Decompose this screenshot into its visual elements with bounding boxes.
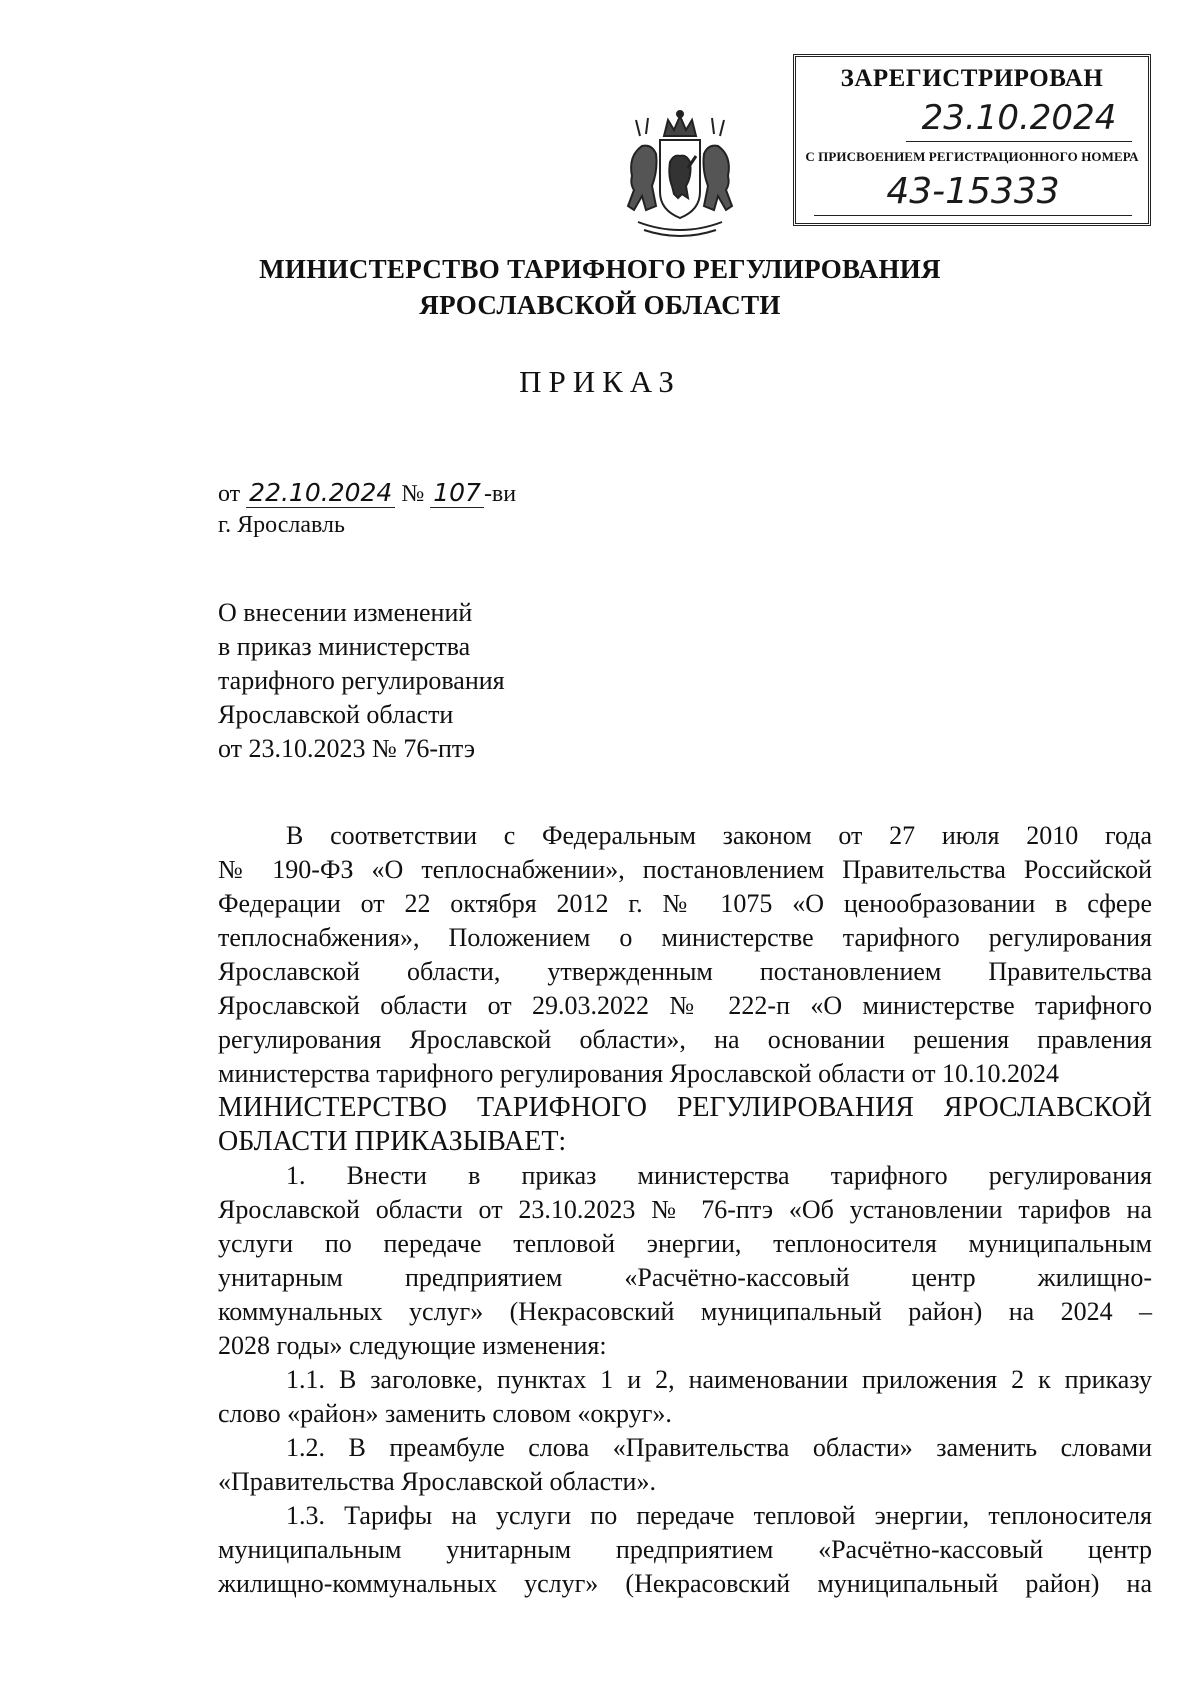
coat-of-arms-icon <box>618 106 742 242</box>
subject-line: О внесении изменений <box>218 598 473 627</box>
stamp-subtitle: С ПРИСВОЕНИЕМ РЕГИСТРАЦИОННОГО НОМЕРА <box>805 149 1139 164</box>
subject-line: от 23.10.2023 № 76-птэ <box>218 734 476 763</box>
body-line: министерства тарифного регулирования Ярославской области от 10.10.2024 <box>218 1059 1060 1088</box>
from-label: от <box>218 481 241 507</box>
body-line: В соответствии с Федеральным законом от 27 июля 2010 года <box>286 821 1152 850</box>
body-line: Ярославской области от 23.10.2023 № 76-птэ «Об установлении тарифов на <box>218 1195 1152 1224</box>
body-line: 1. Внести в приказ министерства тарифного регулирования <box>286 1161 1152 1190</box>
subject-line: в приказ министерства <box>218 632 471 661</box>
body-line: Ярославской области от 29.03.2022 № 222-п «О министерстве тарифного <box>218 991 1152 1020</box>
stamp-registration-number: 43-15333 <box>814 169 1132 216</box>
body-line: муниципальным унитарным предприятием «Расчётно-кассовый центр <box>218 1535 1152 1564</box>
body-line: Федерации от 22 октября 2012 г. № 1075 «О ценообразовании в сфере <box>218 889 1152 918</box>
body-line: № 190-ФЗ «О теплоснабжении», постановлением Правительства Российской <box>218 855 1152 884</box>
subject-line: тарифного регулирования <box>218 666 505 695</box>
body-line: 1.3. Тарифы на услуги по передаче тепловой энергии, теплоносителя <box>286 1501 1152 1530</box>
body-line: регулирования Ярославской области», на основании решения правления <box>218 1025 1152 1054</box>
ministry-title-line1: МИНИСТЕРСТВО ТАРИФНОГО РЕГУЛИРОВАНИЯ <box>259 254 941 284</box>
body-line: Ярославской области, утвержденным постановлением Правительства <box>218 957 1152 986</box>
order-number: 107 <box>430 478 484 508</box>
body-line: «Правительства Ярославской области». <box>218 1467 656 1496</box>
body-line: услуги по передаче тепловой энергии, теплоносителя муниципальным <box>218 1229 1152 1258</box>
body-line: 1.2. В преамбуле слова «Правительства области» заменить словами <box>286 1433 1152 1462</box>
body-line: ОБЛАСТИ ПРИКАЗЫВАЕТ: <box>218 1126 567 1157</box>
body-line: 2028 годы» следующие изменения: <box>218 1331 607 1360</box>
document-type: ПРИКАЗ <box>519 364 681 399</box>
body-line: жилищно-коммунальных услуг» (Некрасовский муниципальный район) на <box>218 1569 1152 1598</box>
order-suffix: -ви <box>483 481 517 507</box>
stamp-date: 23.10.2024 <box>906 95 1132 142</box>
body-line: унитарным предприятием «Расчётно-кассовый центр жилищно- <box>218 1263 1152 1292</box>
city: г. Ярославль <box>218 512 345 538</box>
body-line: теплоснабжения», Положением о министерстве тарифного регулирования <box>218 923 1152 952</box>
body-line: 1.1. В заголовке, пунктах 1 и 2, наименовании приложения 2 к приказу <box>286 1365 1152 1394</box>
registration-stamp <box>793 54 1151 226</box>
subject-line: Ярославской области <box>218 700 454 729</box>
order-date: 22.10.2024 <box>246 478 395 508</box>
body-line: слово «район» заменить словом «округ». <box>218 1399 672 1428</box>
body-line: коммунальных услуг» (Некрасовский муниципальный район) на 2024 – <box>218 1297 1152 1326</box>
number-label: № <box>401 481 425 507</box>
stamp-title: ЗАРЕГИСТРИРОВАН <box>840 65 1104 92</box>
order-date-number <box>218 478 516 508</box>
body-line: МИНИСТЕРСТВО ТАРИФНОГО РЕГУЛИРОВАНИЯ ЯРОСЛАВСКОЙ <box>218 1092 1152 1123</box>
ministry-title-line2: ЯРОСЛАВСКОЙ ОБЛАСТИ <box>419 290 781 320</box>
